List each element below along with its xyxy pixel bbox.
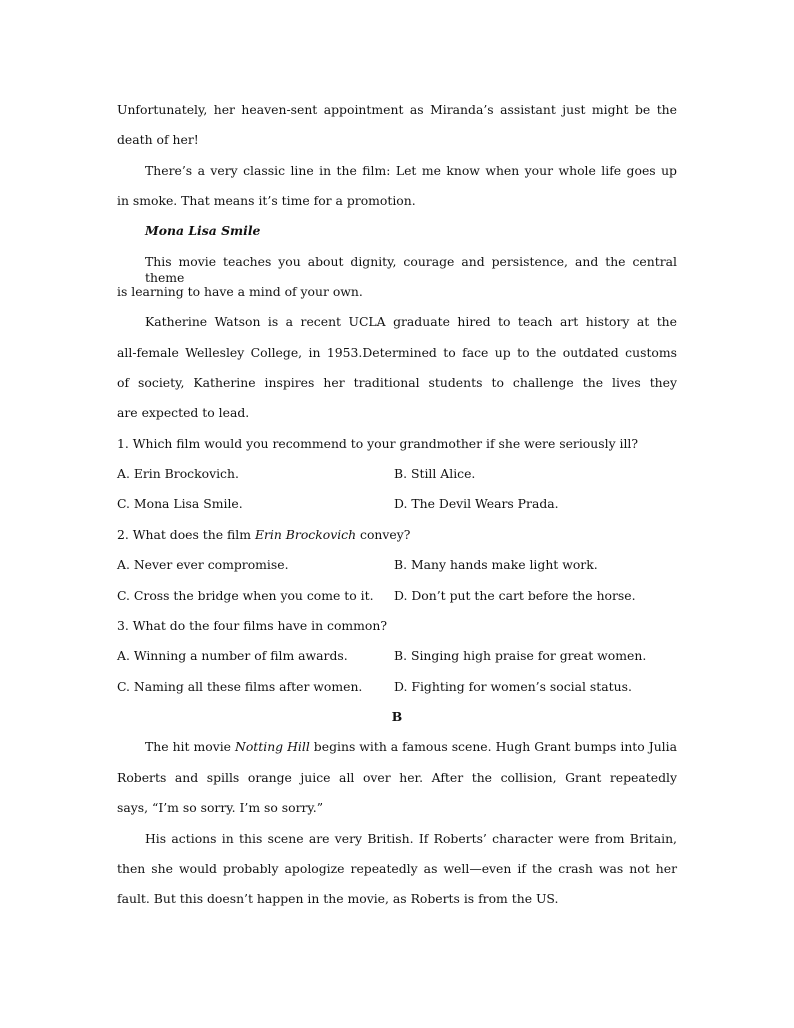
paragraph-line: fault. But this doesn’t happen in the movie, as Roberts is from the US. xyxy=(117,891,559,906)
option-a[interactable]: A. Erin Brockovich. xyxy=(117,466,239,481)
film-heading: Mona Lisa Smile xyxy=(145,223,261,238)
option-d[interactable]: D. Fighting for women’s social status. xyxy=(394,679,632,694)
option-a[interactable]: A. Never ever compromise. xyxy=(117,557,289,572)
paragraph-line: His actions in this scene are very British. If Roberts’ character were from Britain, xyxy=(145,831,677,846)
paragraph-line: of society, Katherine inspires her traditional students to challenge the lives they xyxy=(117,375,677,390)
option-b[interactable]: B. Many hands make light work. xyxy=(394,557,598,572)
paragraph-line: Unfortunately, her heaven-sent appointment as Miranda’s assistant just might be the xyxy=(117,102,677,117)
film-title: Notting Hill xyxy=(234,739,310,754)
paragraph-line: is learning to have a mind of your own. xyxy=(117,284,363,299)
option-c[interactable]: C. Cross the bridge when you come to it. xyxy=(117,588,374,603)
stem-text: convey? xyxy=(356,527,411,542)
question-stem: 1. Which film would you recommend to your grandmother if she were seriously ill? xyxy=(117,436,639,451)
option-b[interactable]: B. Singing high praise for great women. xyxy=(394,648,647,663)
line-text: The hit movie xyxy=(145,739,235,754)
paragraph-line: then she would probably apologize repeatedly as well—even if the crash was not her xyxy=(117,861,677,876)
paragraph-line: Katherine Watson is a recent UCLA graduate hired to teach art history at the xyxy=(145,314,677,329)
option-d[interactable]: D. Don’t put the cart before the horse. xyxy=(394,588,636,603)
option-c[interactable]: C. Mona Lisa Smile. xyxy=(117,496,243,511)
option-a[interactable]: A. Winning a number of film awards. xyxy=(117,648,348,663)
line-text: begins with a famous scene. Hugh Grant bumps into Julia xyxy=(309,739,677,754)
question-stem xyxy=(117,527,677,543)
paragraph-line: in smoke. That means it’s time for a promotion. xyxy=(117,193,416,208)
section-label: B xyxy=(391,709,403,724)
film-title: Erin Brockovich xyxy=(254,527,357,542)
option-b[interactable]: B. Still Alice. xyxy=(394,466,476,481)
paragraph-line: all-female Wellesley College, in 1953.Determined to face up to the outdated customs xyxy=(117,345,677,360)
paragraph-line: are expected to lead. xyxy=(117,405,250,420)
option-c[interactable]: C. Naming all these films after women. xyxy=(117,679,363,694)
stem-text: 2. What does the film xyxy=(117,527,255,542)
paragraph-line: says, “I’m so sorry. I’m so sorry.” xyxy=(117,800,324,815)
question-stem: 3. What do the four films have in common? xyxy=(117,618,388,633)
option-d[interactable]: D. The Devil Wears Prada. xyxy=(394,496,559,511)
paragraph-line: This movie teaches you about dignity, courage and persistence, and the central theme xyxy=(145,254,677,285)
paragraph-line: death of her! xyxy=(117,132,199,147)
paragraph-line: There’s a very classic line in the film: Let me know when your whole life goes up xyxy=(145,163,677,178)
paragraph-line xyxy=(145,739,677,755)
paragraph-line: Roberts and spills orange juice all over her. After the collision, Grant repeatedly xyxy=(117,770,677,785)
